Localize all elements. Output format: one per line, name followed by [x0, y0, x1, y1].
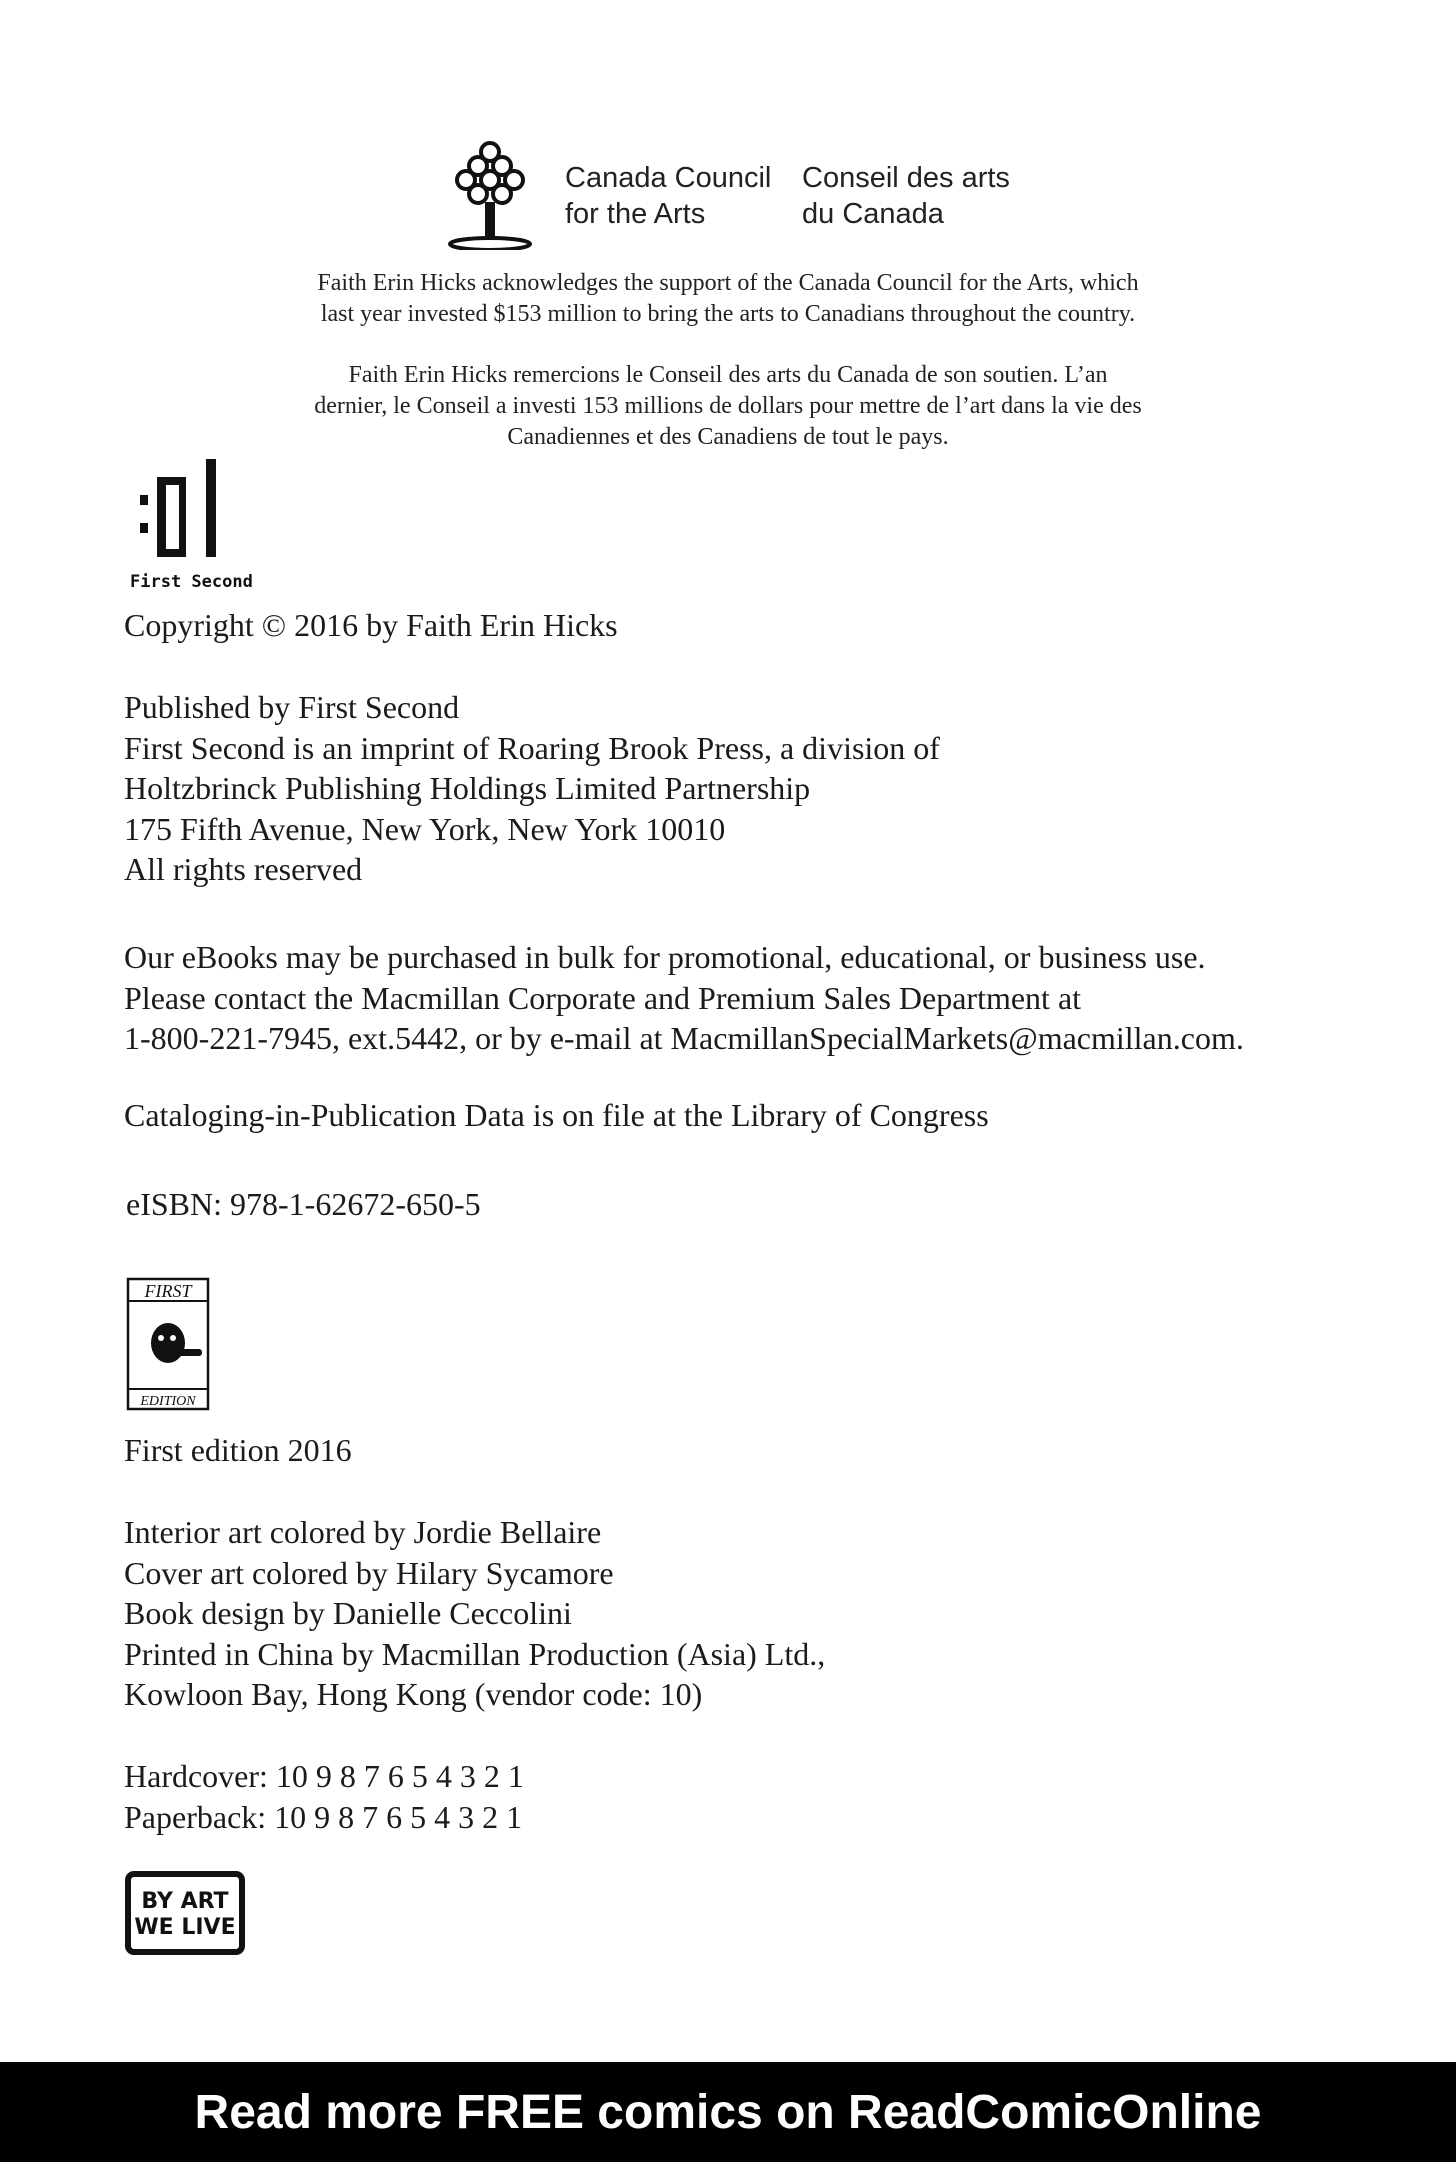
we-live-line: WE LIVE — [134, 1915, 236, 1940]
by-art-we-live-logo — [124, 1870, 246, 1956]
credit-line: Kowloon Bay, Hong Kong (vendor code: 10) — [124, 1676, 703, 1712]
publisher-line: Published by First Second — [124, 689, 460, 725]
copyright-line — [124, 605, 618, 646]
printing-line: Hardcover: 10 9 8 7 6 5 4 3 2 1 — [124, 1758, 524, 1794]
first-edition-bottom-text: EDITION — [140, 1394, 196, 1409]
credit-line: Cover art colored by Hilary Sycamore — [124, 1554, 614, 1591]
ack-en-line: last year invested $153 million to bring the arts to Canadians throughout the country. — [320, 301, 1136, 327]
promo-banner[interactable] — [0, 2062, 1456, 2162]
acknowledgement-french — [228, 360, 1228, 453]
canada-council-header — [445, 140, 1045, 260]
ack-fr-line: dernier, le Conseil a investi 153 millions de dollars pour mettre de l’art dans la vie des — [314, 393, 1142, 419]
isbn-text: eISBN: 978-1-62672-650-5 — [126, 1186, 481, 1222]
acknowledgement-english — [228, 268, 1228, 330]
printing-lines — [124, 1756, 524, 1837]
promo-banner-text[interactable]: Read more FREE comics on ReadComicOnline — [194, 2085, 1262, 2139]
printing-line: Paperback: 10 9 8 7 6 5 4 3 2 1 — [124, 1798, 523, 1835]
publisher-info — [124, 687, 940, 890]
ack-fr-line: Faith Erin Hicks remercions le Conseil des arts du Canada de son soutien. L’an — [348, 362, 1108, 388]
publisher-line: Holtzbrinck Publishing Holdings Limited Partnership — [124, 770, 811, 806]
bulk-line: Our eBooks may be purchased in bulk for promotional, educational, or business use. — [124, 939, 1206, 975]
credit-line: Interior art colored by Jordie Bellaire — [124, 1514, 602, 1550]
first-edition-top-text: FIRST — [144, 1281, 192, 1301]
credits — [124, 1512, 825, 1715]
first-second-caption: First Second — [130, 572, 253, 592]
council-name-english: Canada Council for the Arts — [565, 162, 772, 230]
ack-en-line: Faith Erin Hicks acknowledges the support of the Canada Council for the Arts, which — [317, 270, 1139, 296]
copyright-text: Copyright © 2016 by Faith Erin Hicks — [124, 607, 618, 643]
council-name-french: Conseil des arts du Canada — [802, 162, 1010, 230]
isbn-line — [126, 1184, 481, 1225]
publisher-line: 175 Fifth Avenue, New York, New York 10010 — [124, 810, 726, 847]
publisher-line: First Second is an imprint of Roaring Brook Press, a division of — [124, 729, 940, 766]
credit-line: Book design by Danielle Ceccolini — [124, 1595, 572, 1631]
ack-fr-line: Canadiennes et des Canadiens de tout le pays. — [507, 424, 949, 450]
credit-line: Printed in China by Macmillan Production (Asia) Ltd., — [124, 1635, 826, 1672]
edition-text: First edition 2016 — [124, 1432, 352, 1468]
cip-text: Cataloging-in-Publication Data is on file at the Library of Congress — [124, 1097, 989, 1133]
bulk-line: 1-800-221-7945, ext.5442, or by e-mail at MacmillanSpecialMarkets@macmillan.com. — [124, 1020, 1244, 1056]
publisher-line: All rights reserved — [124, 851, 363, 887]
bulk-line: Please contact the Macmillan Corporate and Premium Sales Department at — [124, 979, 1082, 1016]
bulk-sales-info — [124, 937, 1244, 1059]
cip-line — [124, 1095, 989, 1136]
edition-line — [124, 1430, 352, 1471]
canada-council-tree-icon — [445, 140, 535, 250]
first-second-logo — [124, 455, 254, 595]
first-edition-logo — [126, 1277, 210, 1411]
by-art-line: BY ART — [141, 1889, 229, 1914]
